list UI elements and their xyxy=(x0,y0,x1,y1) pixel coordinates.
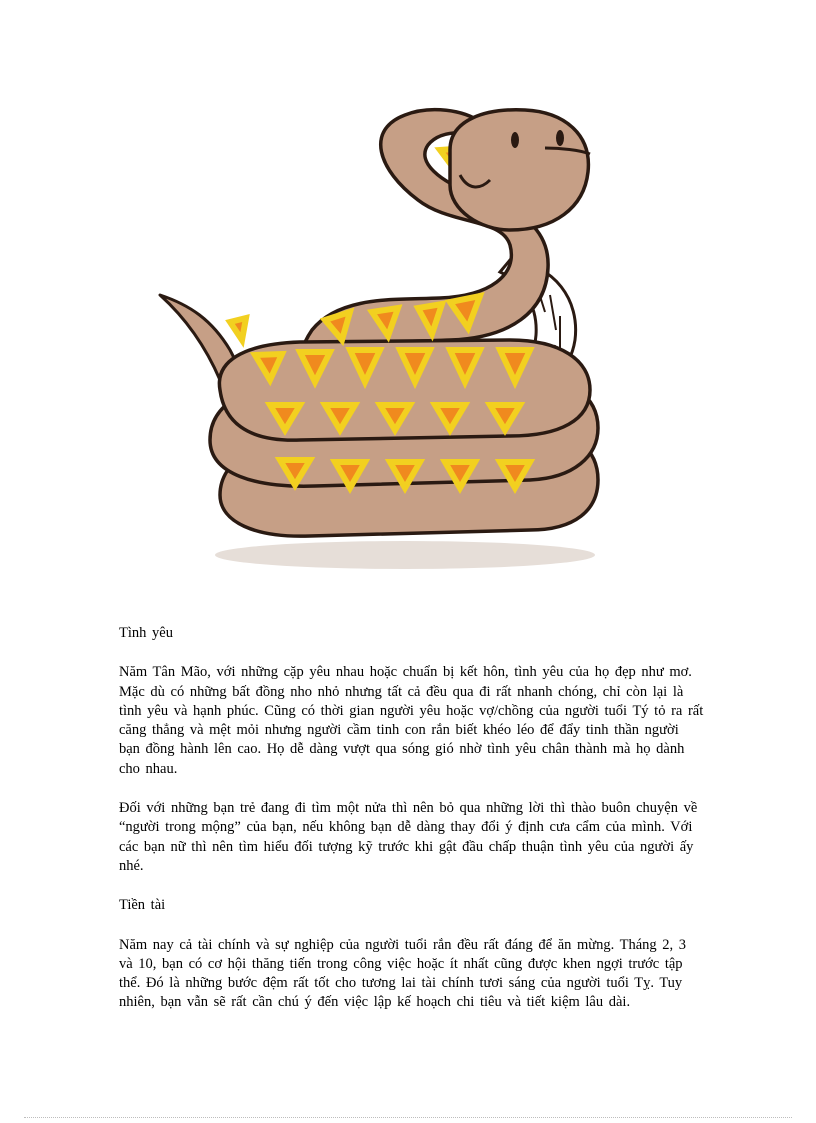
page-bottom-divider xyxy=(24,1117,792,1118)
head xyxy=(450,110,588,230)
article-body xyxy=(119,624,704,1033)
shadow xyxy=(215,541,595,569)
snake-icon xyxy=(160,110,598,569)
left-eye xyxy=(511,132,519,148)
right-eye xyxy=(556,130,564,146)
paragraph-love-2: Đối với những bạn trẻ đang đi tìm một nửa thì nên bỏ qua những lời thì thào buôn chuyện về “người trong mộng” của bạn, nếu không bạn dễ dàng thay đổi ý định cưa cẩm của mình. Với các bạn nữ thì nên tìm hiểu đối tượng kỹ trước khi gật đầu chấp thuận tình yêu của người ấy nhé. xyxy=(119,800,698,874)
snake-illustration xyxy=(150,90,620,590)
section-heading-money: Tiền tài xyxy=(119,897,166,914)
paragraph-love-1: Năm Tân Mão, với những cặp yêu nhau hoặc chuẩn bị kết hôn, tình yêu của họ đẹp như mơ. Mặc dù có những bất đồng nho nhỏ nhưng tất cả đều qua đi rất nhanh chóng, chỉ còn lại là tình yêu và hạnh phúc. Cũng có thời gian người yêu hoặc vợ/chồng của người tuổi Tý tỏ ra rất căng thẳng và mệt mỏi nhưng người cầm tinh con rắn biết khéo léo để đẩy tinh thần người bạn đồng hành lên cao. Họ dễ dàng vượt qua sóng gió nhờ tình yêu chân thành mà họ dành cho nhau. xyxy=(119,664,704,777)
section-heading-love: Tình yêu xyxy=(119,625,173,641)
paragraph-money-1: Năm nay cả tài chính và sự nghiệp của người tuổi rắn đều rất đáng để ăn mừng. Tháng 2, 3 và 10, bạn có cơ hội thăng tiến trong công việc hoặc ít nhất cũng được khen ngợi trước tập thể. Đó là những bước đệm rất tốt cho tương lai tài chính tươi sáng của người tuổi Tỵ. Tuy nhiên, bạn vẫn sẽ rất cần chú ý đến việc lập kế hoạch chi tiêu và tiết kiệm lâu dài. xyxy=(119,936,687,1011)
